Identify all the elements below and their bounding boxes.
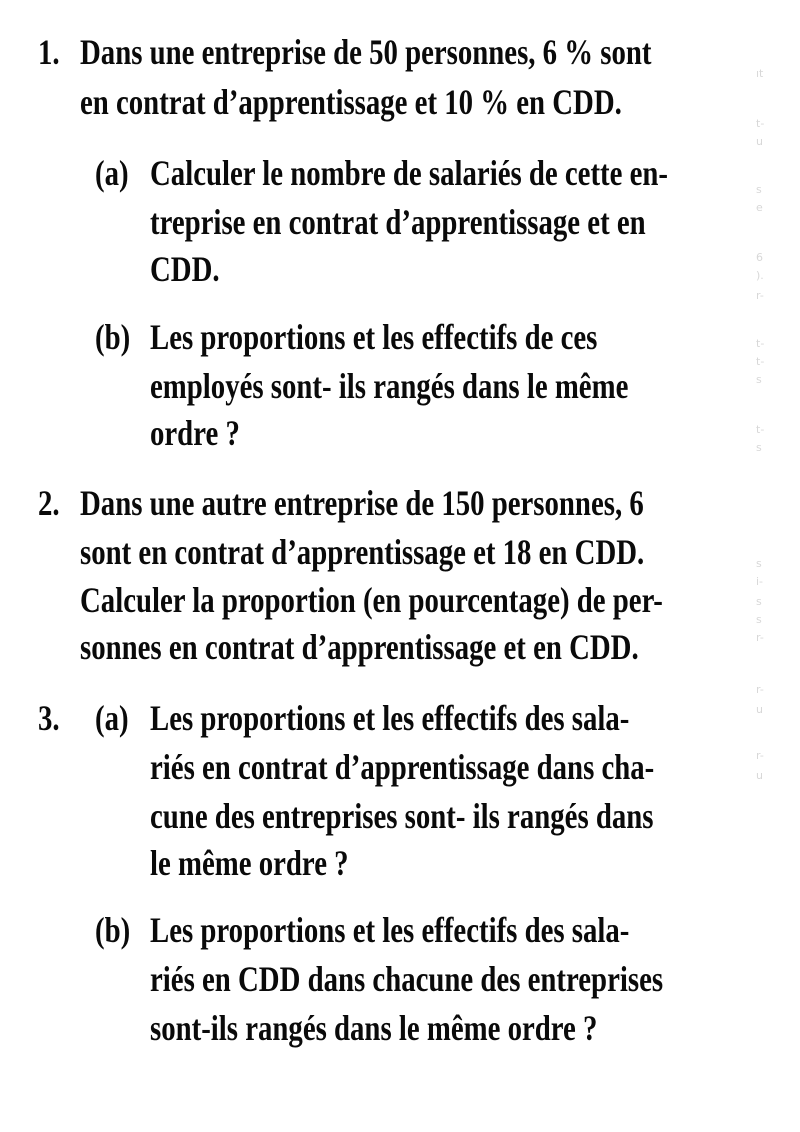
bleed-mark: t-	[756, 117, 765, 130]
question-1a-line-3: CDD.	[150, 249, 220, 289]
bleed-mark: s	[756, 373, 762, 386]
question-3b-line-3: sont-ils rangés dans le même ordre ?	[150, 1008, 598, 1048]
bleed-mark: t-	[756, 355, 765, 368]
question-3b-line-2: riés en CDD dans chacune des entreprises	[150, 959, 664, 999]
bleed-mark: s	[756, 595, 762, 608]
bleed-mark: r-	[756, 631, 764, 644]
bleed-mark: e	[756, 201, 763, 214]
question-2-line-4: sonnes en contrat d’apprentissage et en CDD.	[80, 627, 639, 667]
question-1b-line-1: Les proportions et les effectifs de ces	[150, 317, 598, 357]
bleed-mark: ıt	[756, 67, 764, 80]
bleed-mark: s	[756, 557, 762, 570]
bleed-mark: ).	[756, 269, 764, 282]
question-3a-line-2: riés en contrat d’apprentissage dans cha-	[150, 747, 655, 787]
bleed-mark: r-	[756, 683, 764, 696]
question-3b-label: (b)	[95, 910, 131, 950]
bleed-mark: s	[756, 441, 762, 454]
question-3b-line-1: Les proportions et les effectifs des sala-	[150, 910, 630, 950]
question-2-line-3: Calculer la proportion (en pourcentage) de per-	[80, 580, 663, 620]
question-3-number: 3.	[38, 698, 60, 738]
bleed-mark: s	[756, 183, 762, 196]
question-1a-label: (a)	[95, 153, 129, 193]
bleed-mark: 6	[756, 251, 763, 264]
question-1b-line-2: employés sont- ils rangés dans le même	[150, 366, 629, 406]
question-1-number: 1.	[38, 32, 60, 72]
question-2-line-2: sont en contrat d’apprentissage et 18 en CDD.	[80, 532, 645, 572]
question-1-line-2: en contrat d’apprentissage et 10 % en CDD.	[80, 82, 622, 122]
bleed-mark: t-	[756, 423, 765, 436]
bleed-mark: u	[756, 135, 763, 148]
bleed-mark: i-	[756, 575, 764, 588]
bleed-mark: r-	[756, 289, 764, 302]
question-2-line-1: Dans une autre entreprise de 150 personnes, 6	[80, 483, 644, 523]
question-3a-line-1: Les proportions et les effectifs des sala-	[150, 698, 630, 738]
bleed-mark: u	[756, 703, 763, 716]
bleed-mark: s	[756, 613, 762, 626]
question-2-number: 2.	[38, 483, 60, 523]
bleed-mark: r-	[756, 749, 764, 762]
question-1a-line-1: Calculer le nombre de salariés de cette en-	[150, 153, 669, 193]
bleed-mark: u	[756, 769, 763, 782]
question-1a-line-2: treprise en contrat d’apprentissage et en	[150, 202, 646, 242]
question-3a-label: (a)	[95, 698, 129, 738]
question-3a-line-4: le même ordre ?	[150, 843, 349, 883]
question-3a-line-3: cune des entreprises sont- ils rangés dans	[150, 796, 654, 836]
question-1b-label: (b)	[95, 317, 131, 357]
bleed-mark: t-	[756, 337, 765, 350]
question-1-line-1: Dans une entreprise de 50 personnes, 6 % sont	[80, 32, 652, 72]
question-1b-line-3: ordre ?	[150, 413, 240, 453]
